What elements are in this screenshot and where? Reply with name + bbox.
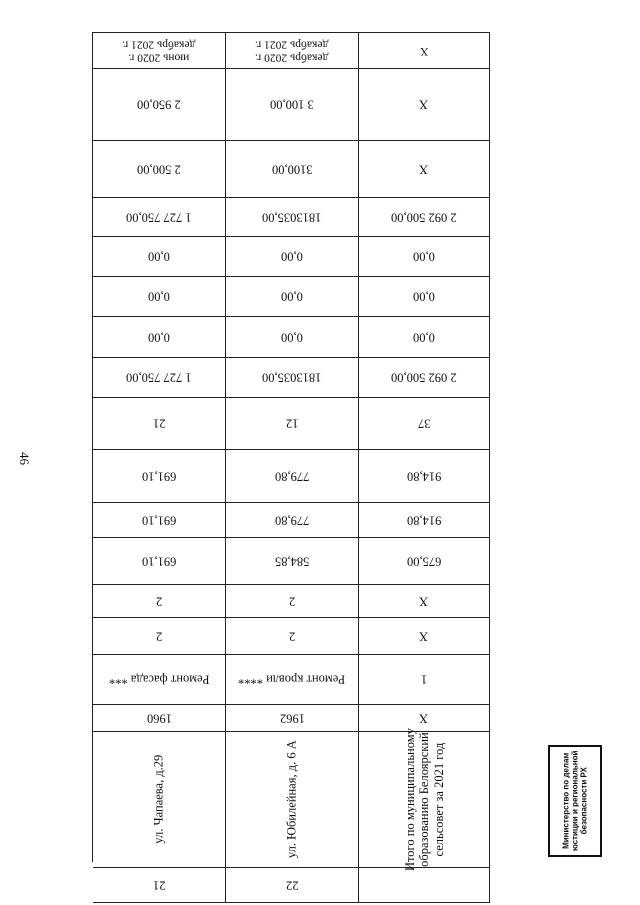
table-cell: [93, 198, 226, 237]
table-cell: [226, 868, 359, 903]
cell-text: 2 500,00: [137, 162, 181, 177]
table-cell: [226, 277, 359, 317]
cell-text: 2: [288, 629, 296, 644]
cell-text: 0,00: [413, 330, 435, 345]
cell-text: 2: [155, 629, 163, 644]
data-table: [92, 32, 490, 893]
table-row: [93, 655, 491, 705]
cell-text: 0,00: [413, 249, 435, 264]
table-cell: [359, 538, 490, 585]
cell-text: 1813035,00: [262, 210, 322, 225]
table-row: [93, 237, 491, 277]
table-row: [93, 538, 491, 585]
table-row: [93, 728, 491, 871]
cell-text: 691,10: [141, 513, 177, 528]
table-cell: [93, 237, 226, 277]
table-row: [93, 317, 491, 358]
table-cell: [226, 655, 359, 705]
table-cell: [93, 538, 226, 585]
cell-text: X: [419, 594, 429, 609]
table-row: [93, 868, 491, 903]
table-cell: [226, 317, 359, 358]
ministry-stamp: [548, 745, 602, 857]
table-cell: [359, 585, 490, 618]
table-cell: [93, 69, 226, 141]
table-cell: [226, 705, 359, 732]
table-cell: [359, 618, 490, 655]
table-cell: [359, 655, 490, 705]
table-row: [93, 398, 491, 450]
table-cell: [93, 503, 226, 538]
table-row: [93, 33, 491, 69]
table-cell: [226, 358, 359, 398]
table-cell: [93, 705, 226, 732]
cell-text: 1813035,00: [262, 370, 322, 385]
table-cell: [226, 503, 359, 538]
cell-text: 1 727 750,00: [126, 210, 192, 225]
table-cell: [359, 450, 490, 503]
cell-text: 37: [417, 416, 431, 431]
cell-text: 0,00: [148, 330, 170, 345]
cell-text: X: [419, 162, 429, 177]
cell-text: 3 100,00: [270, 97, 314, 112]
cell-text: 1960: [146, 711, 172, 726]
cell-text: 914,80: [406, 513, 442, 528]
table-cell: [226, 33, 359, 69]
cell-text: 2 092 500,00: [391, 370, 457, 385]
cell-text: 12: [285, 416, 299, 431]
table-row: [93, 450, 491, 503]
cell-text: X: [419, 629, 429, 644]
cell-text: 779,80: [274, 469, 310, 484]
table-cell: [359, 358, 490, 398]
stamp-text: Министерство по делам юстиции и региональной безопасности РХ: [561, 750, 589, 852]
cell-text: 675,00: [406, 554, 442, 569]
table-cell: [359, 503, 490, 538]
table-cell: [226, 398, 359, 450]
cell-text: Итого по муниципальному образованию Белоярский сельсовет за 2021 год: [402, 728, 446, 871]
cell-text: 1962: [279, 711, 305, 726]
table-cell: [359, 728, 490, 871]
cell-text: 2 950,00: [137, 97, 181, 112]
table-row: [93, 277, 491, 317]
cell-text: 2: [288, 594, 296, 609]
table-cell: [226, 732, 359, 868]
table-cell: [359, 141, 490, 198]
cell-text: ул. Чапаева, д.29: [151, 754, 166, 845]
cell-text: Ремонт кровли ****: [238, 672, 346, 687]
cell-text: 2 092 500,00: [391, 210, 457, 225]
table-row: [93, 503, 491, 538]
table-cell: [93, 618, 226, 655]
table-cell: [359, 868, 490, 903]
table-row: [93, 198, 491, 237]
cell-text: 0,00: [413, 289, 435, 304]
table-cell: [359, 398, 490, 450]
cell-text: 779,80: [274, 513, 310, 528]
table-cell: [93, 732, 226, 868]
cell-text: 1 727 750,00: [126, 370, 192, 385]
cell-text: 1: [420, 672, 428, 687]
table-cell: [93, 450, 226, 503]
cell-text: 0,00: [281, 249, 303, 264]
table-row: [93, 358, 491, 398]
table-cell: [226, 450, 359, 503]
page-number: [16, 452, 32, 465]
table-cell: [93, 33, 226, 69]
table-cell: [93, 277, 226, 317]
table-cell: [93, 868, 226, 903]
cell-text: 584,85: [274, 554, 310, 569]
cell-text: 691,10: [141, 469, 177, 484]
table-cell: [93, 317, 226, 358]
cell-text: X: [419, 97, 429, 112]
table-cell: [359, 237, 490, 277]
cell-text: X: [419, 45, 429, 58]
cell-text: 0,00: [281, 330, 303, 345]
cell-text: 691,10: [141, 554, 177, 569]
cell-text: 2: [155, 594, 163, 609]
table-cell: [359, 317, 490, 358]
table-cell: [226, 538, 359, 585]
table-cell: [359, 69, 490, 141]
table-cell: [93, 585, 226, 618]
table-cell: [226, 618, 359, 655]
table-cell: [93, 141, 226, 198]
cell-text: 0,00: [281, 289, 303, 304]
cell-text: 3100,00: [271, 162, 313, 177]
table-cell: [226, 198, 359, 237]
table-cell: [359, 277, 490, 317]
cell-text: 0,00: [148, 289, 170, 304]
cell-text: июнь 2020 г. декабрь 2021 г.: [122, 38, 196, 64]
cell-text: ул. Юбилейная, д. 6 А: [284, 740, 299, 859]
table-row: [93, 618, 491, 655]
table-row: [93, 69, 491, 141]
cell-text: декабрь 2020 г. декабрь 2021 г.: [255, 38, 329, 64]
table-cell: [226, 141, 359, 198]
page-number-text: 46: [17, 452, 32, 465]
table-cell: [226, 585, 359, 618]
table-cell: [226, 69, 359, 141]
table-cell: [93, 358, 226, 398]
cell-text: 22: [285, 878, 299, 893]
table-cell: [226, 237, 359, 277]
table-row: [93, 141, 491, 198]
table-cell: [359, 33, 490, 69]
cell-text: 0,00: [148, 249, 170, 264]
cell-text: X: [419, 711, 429, 726]
cell-text: 914,80: [406, 469, 442, 484]
cell-text: Ремонт фасада ***: [108, 672, 210, 687]
cell-text: 21: [152, 878, 166, 893]
table-row: [93, 585, 491, 618]
table-cell: [93, 655, 226, 705]
cell-text: 21: [152, 416, 166, 431]
table-cell: [359, 198, 490, 237]
table-cell: [93, 398, 226, 450]
